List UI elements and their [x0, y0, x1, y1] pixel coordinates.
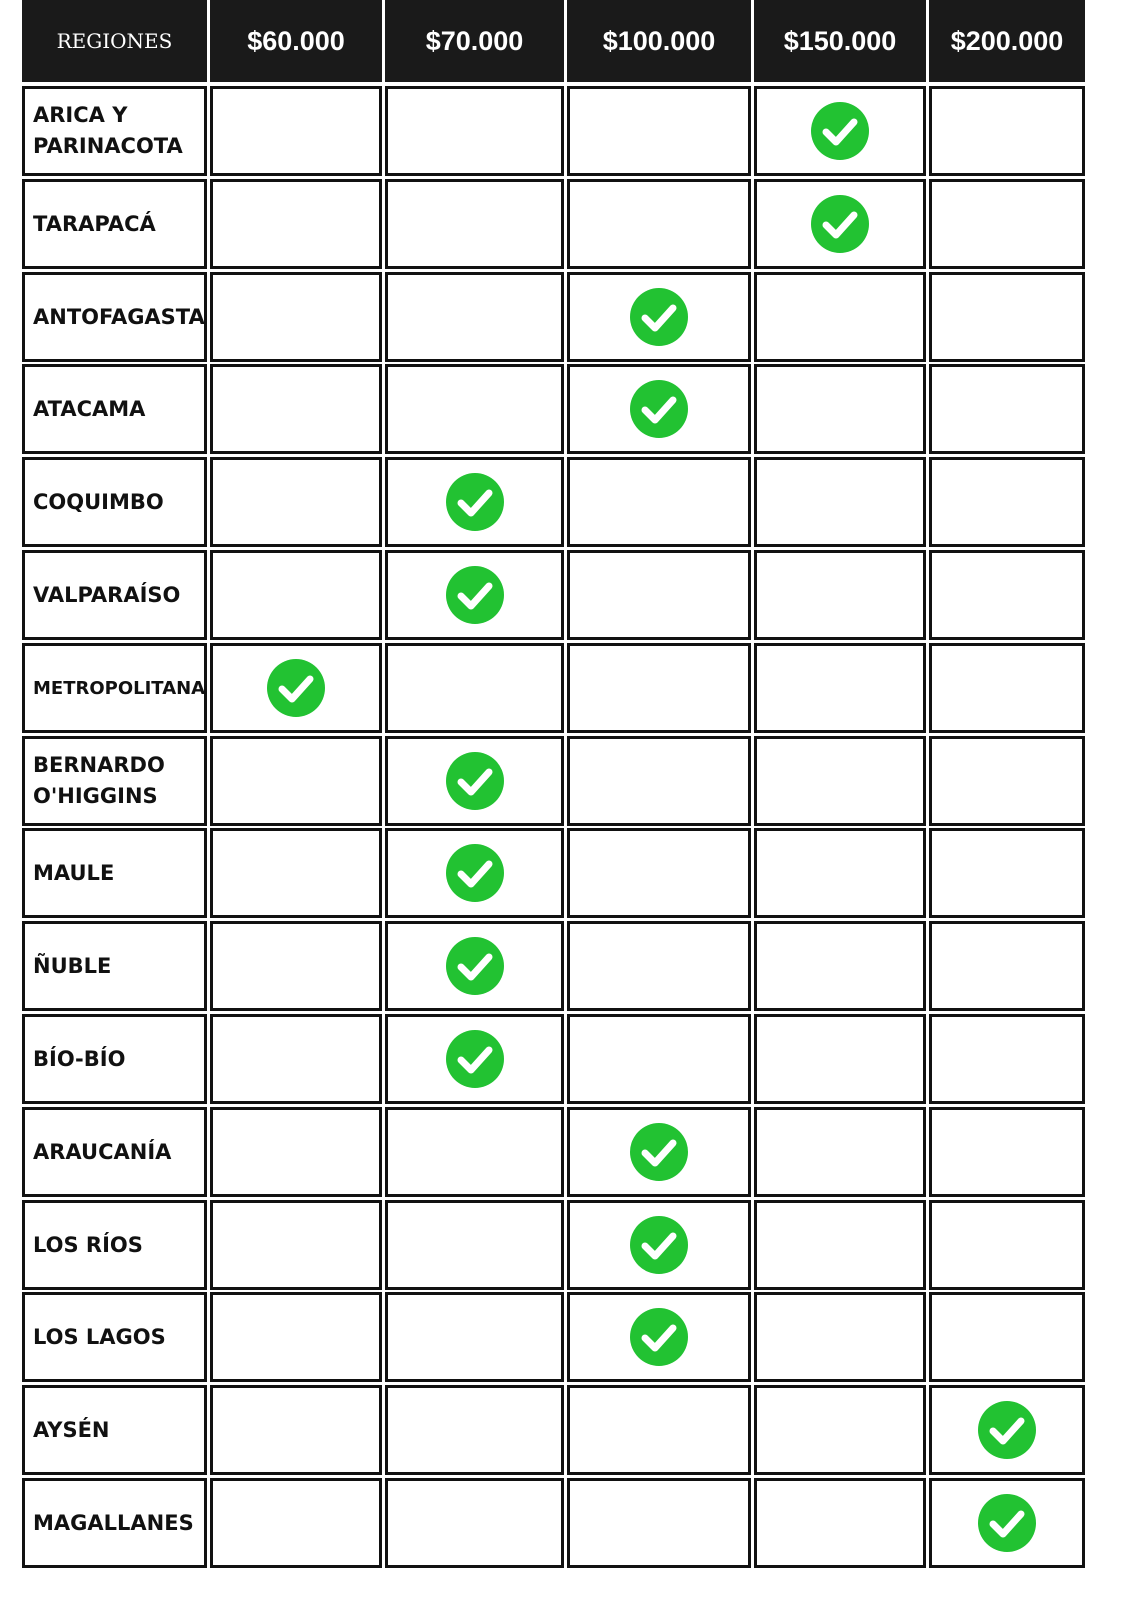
header-price: $200.000: [929, 0, 1085, 82]
price-cell: [567, 921, 751, 1011]
price-cell: [567, 457, 751, 547]
price-cell: [567, 86, 751, 176]
price-cell: [567, 179, 751, 269]
header-price: $70.000: [385, 0, 564, 82]
price-cell: [385, 364, 564, 454]
price-cell: [385, 1107, 564, 1197]
price-cell: [210, 1200, 382, 1290]
price-cell-checked: [385, 736, 564, 826]
price-cell: [754, 1478, 926, 1568]
price-cell: [754, 1385, 926, 1475]
price-cell: [567, 1385, 751, 1475]
price-cell: [929, 921, 1085, 1011]
region-label: METROPOLITANA: [22, 643, 207, 733]
price-cell: [929, 550, 1085, 640]
price-cell: [929, 1014, 1085, 1104]
price-cell: [385, 1200, 564, 1290]
price-cell: [567, 550, 751, 640]
region-label: ATACAMA: [22, 364, 207, 454]
check-circle-icon: [977, 1493, 1037, 1553]
check-circle-icon: [445, 843, 505, 903]
price-cell: [210, 457, 382, 547]
price-cell: [385, 643, 564, 733]
region-label: VALPARAÍSO: [22, 550, 207, 640]
price-cell-checked: [210, 643, 382, 733]
price-cell-checked: [385, 1014, 564, 1104]
region-label: MAULE: [22, 828, 207, 918]
price-cell: [929, 457, 1085, 547]
region-label: ANTOFAGASTA: [22, 272, 207, 362]
price-cell: [385, 1478, 564, 1568]
price-cell-checked: [567, 1292, 751, 1382]
price-cell: [210, 86, 382, 176]
check-circle-icon: [445, 936, 505, 996]
header-regiones: REGIONES: [22, 0, 207, 82]
region-label: ARICA Y PARINACOTA: [22, 86, 207, 176]
check-circle-icon: [629, 1307, 689, 1367]
price-cell: [210, 736, 382, 826]
price-cell: [210, 1107, 382, 1197]
price-cell-checked: [754, 179, 926, 269]
price-cell: [754, 457, 926, 547]
header-price: $150.000: [754, 0, 926, 82]
price-cell: [210, 1478, 382, 1568]
region-label: COQUIMBO: [22, 457, 207, 547]
price-cell: [210, 1014, 382, 1104]
price-cell: [929, 736, 1085, 826]
check-circle-icon: [629, 1215, 689, 1275]
price-cell-checked: [385, 457, 564, 547]
region-label: AYSÉN: [22, 1385, 207, 1475]
price-cell-checked: [385, 921, 564, 1011]
check-circle-icon: [445, 472, 505, 532]
check-circle-icon: [629, 287, 689, 347]
check-circle-icon: [629, 1122, 689, 1182]
price-cell-checked: [929, 1385, 1085, 1475]
price-cell: [567, 1478, 751, 1568]
price-cell: [754, 1292, 926, 1382]
price-cell: [567, 828, 751, 918]
price-cell: [385, 1385, 564, 1475]
price-cell-checked: [567, 272, 751, 362]
price-cell: [385, 86, 564, 176]
price-cell: [210, 272, 382, 362]
header-price: $60.000: [210, 0, 382, 82]
price-cell: [929, 272, 1085, 362]
price-cell-checked: [385, 828, 564, 918]
price-cell: [929, 1292, 1085, 1382]
price-cell: [929, 86, 1085, 176]
check-circle-icon: [977, 1400, 1037, 1460]
check-circle-icon: [445, 565, 505, 625]
price-cell: [929, 828, 1085, 918]
price-cell: [385, 179, 564, 269]
price-cell: [210, 1292, 382, 1382]
check-circle-icon: [266, 658, 326, 718]
price-cell: [385, 1292, 564, 1382]
price-cell: [929, 1107, 1085, 1197]
price-cell-checked: [567, 364, 751, 454]
price-cell: [929, 364, 1085, 454]
price-cell-checked: [929, 1478, 1085, 1568]
price-cell: [754, 1107, 926, 1197]
price-cell: [754, 550, 926, 640]
price-cell: [754, 828, 926, 918]
price-cell: [210, 1385, 382, 1475]
price-cell: [754, 1014, 926, 1104]
price-cell: [210, 364, 382, 454]
region-label: BÍO-BÍO: [22, 1014, 207, 1104]
price-cell: [754, 921, 926, 1011]
price-cell-checked: [567, 1107, 751, 1197]
price-cell: [567, 736, 751, 826]
price-cell: [210, 921, 382, 1011]
region-label: TARAPACÁ: [22, 179, 207, 269]
price-cell-checked: [754, 86, 926, 176]
price-cell: [210, 179, 382, 269]
price-cell: [567, 1014, 751, 1104]
price-cell: [210, 550, 382, 640]
price-cell: [567, 643, 751, 733]
check-circle-icon: [445, 751, 505, 811]
region-label: LOS RÍOS: [22, 1200, 207, 1290]
price-cell: [929, 1200, 1085, 1290]
price-cell: [929, 643, 1085, 733]
region-label: ÑUBLE: [22, 921, 207, 1011]
region-label: LOS LAGOS: [22, 1292, 207, 1382]
price-cell: [210, 828, 382, 918]
region-label: BERNARDO O'HIGGINS: [22, 736, 207, 826]
price-cell: [385, 272, 564, 362]
price-cell: [754, 1200, 926, 1290]
region-label: ARAUCANÍA: [22, 1107, 207, 1197]
price-cell: [754, 272, 926, 362]
price-cell: [754, 736, 926, 826]
price-cell-checked: [385, 550, 564, 640]
region-label: MAGALLANES: [22, 1478, 207, 1568]
check-circle-icon: [629, 379, 689, 439]
check-circle-icon: [810, 101, 870, 161]
price-cell-checked: [567, 1200, 751, 1290]
check-circle-icon: [445, 1029, 505, 1089]
header-price: $100.000: [567, 0, 751, 82]
price-cell: [929, 179, 1085, 269]
price-cell: [754, 643, 926, 733]
price-cell: [754, 364, 926, 454]
check-circle-icon: [810, 194, 870, 254]
